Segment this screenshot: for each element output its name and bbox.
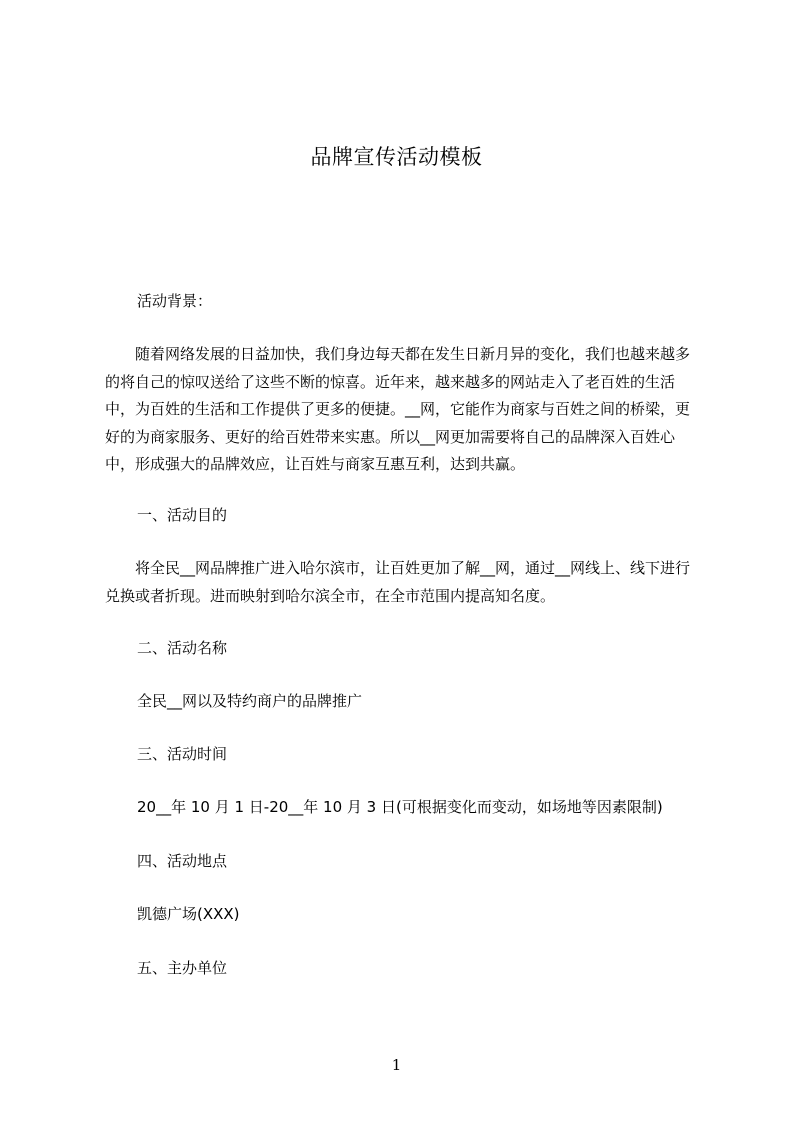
location-text: 凯德广场(XXX): [137, 905, 240, 923]
background-paragraph: 随着网络发展的日益加快，我们身边每天都在发生日新月异的变化，我们也越来越多的将自己的惊叹送给了这些不断的惊喜。近年来，越来越多的网站走入了老百姓的生活中，为百姓的生活和工作提供了更多的便捷。__网，它能作为商家与百姓之间的桥梁，更好的为商家服务、更好的给百姓带来实惠。所以__网更加需要将自己的品牌深入百姓心中，形成强大的品牌效应，让百姓与商家互惠互利，达到共赢。: [105, 345, 691, 474]
purpose-paragraph-block: [105, 555, 701, 610]
time-text: 20__年 10 月 1 日-20__年 10 月 3 日(可根据变化而变动，如场地等因素限制): [137, 798, 663, 816]
name-heading: 二、活动名称: [137, 639, 228, 657]
background-paragraph-block: [105, 341, 701, 479]
purpose-heading: 一、活动目的: [137, 506, 228, 524]
name-text: 全民__网以及特约商户的品牌推广: [137, 692, 363, 710]
background-label: 活动背景：: [137, 292, 213, 310]
purpose-paragraph: 将全民__网品牌推广进入哈尔滨市，让百姓更加了解__网，通过__网线上、线下进行兑换或者折现。进而映射到哈尔滨全市，在全市范围内提高知名度。: [105, 559, 691, 605]
organizer-heading: 五、主办单位: [137, 959, 228, 977]
location-heading: 四、活动地点: [137, 852, 228, 870]
page-number: 1: [391, 1056, 402, 1074]
time-heading: 三、活动时间: [137, 745, 228, 763]
document-title: 品牌宣传活动模板: [310, 145, 483, 169]
